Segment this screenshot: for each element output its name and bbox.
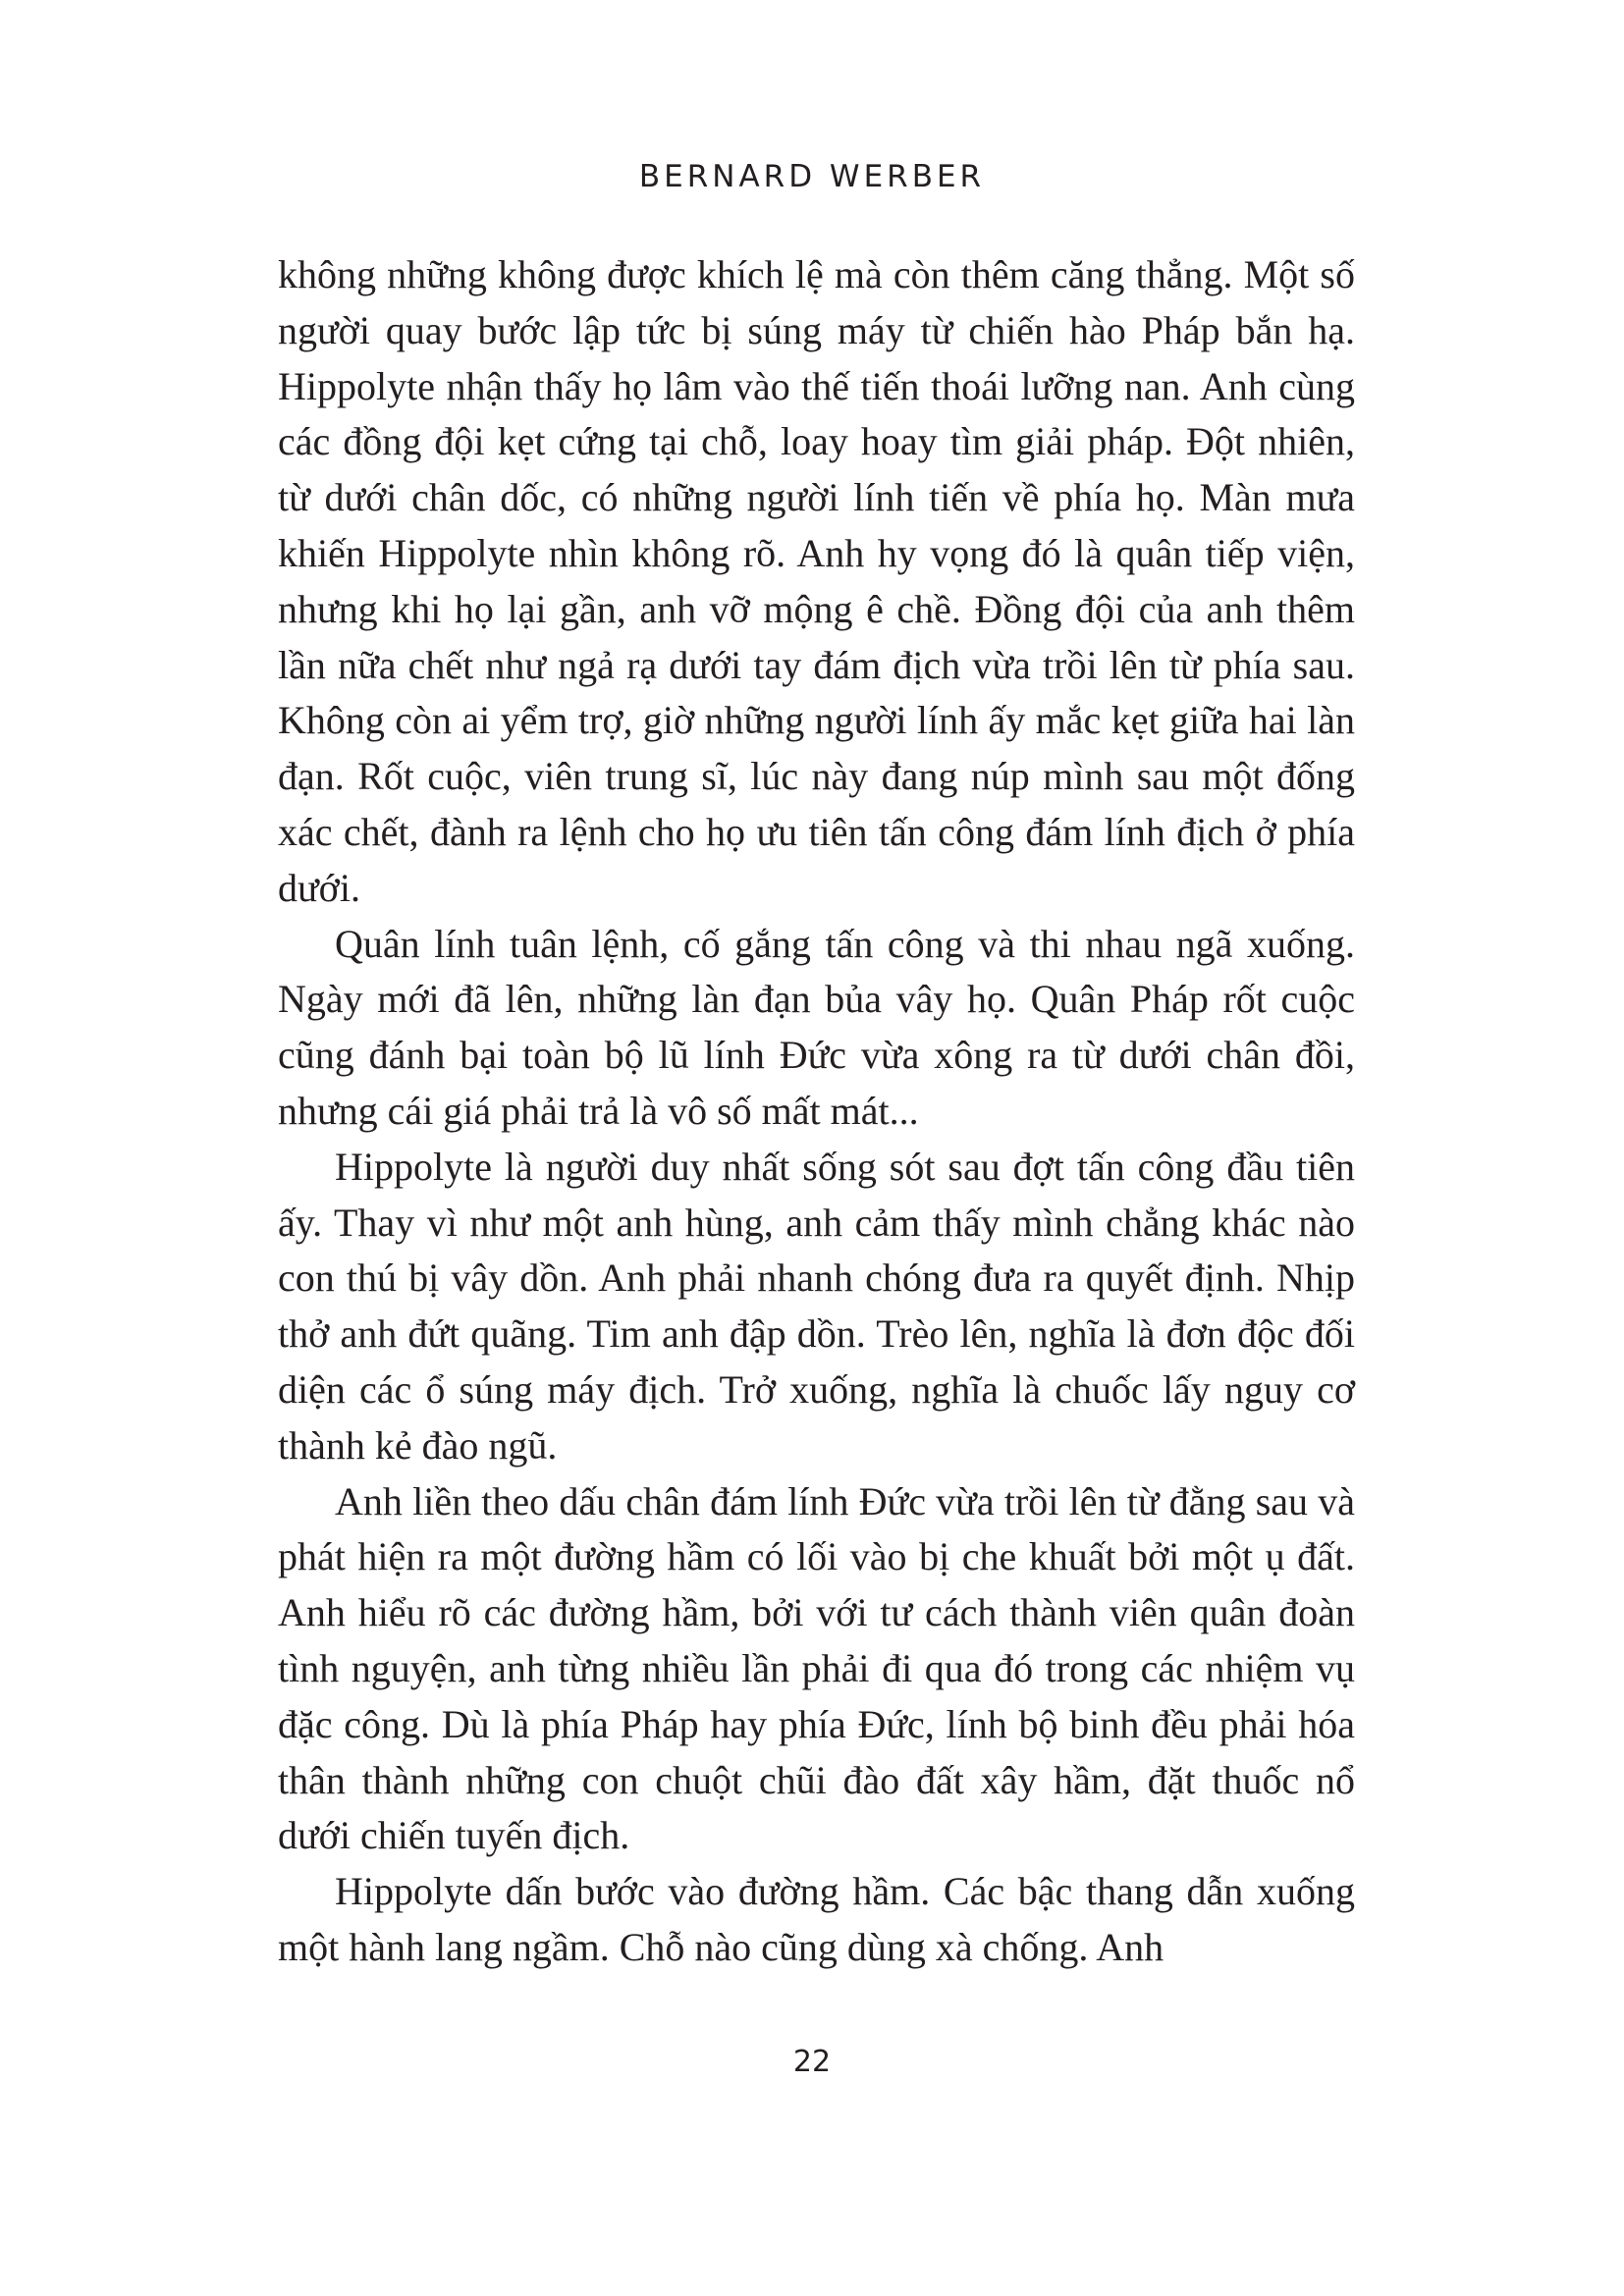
paragraph: Anh liền theo dấu chân đám lính Đức vừa trồi lên từ đằng sau và phát hiện ra một đường hầm có lối vào bị che khuất bởi một ụ đất. Anh hiểu rõ các đường hầm, bởi với tư cách thành viên quân đoàn tình nguyện, anh từng nhiều lần phải đi qua đó trong các nhiệm vụ đặc công. Dù là phía Pháp hay phía Đức, lính bộ binh đều phải hóa thân thành những con chuột chũi đào đất xây hầm, đặt thuốc nổ dưới chiến tuyến địch. [278,1478,1355,1858]
paragraph: Quân lính tuân lệnh, cố gắng tấn công và thi nhau ngã xuống. Ngày mới đã lên, những làn đạn bủa vây họ. Quân Pháp rốt cuộc cũng đánh bại toàn bộ lũ lính Đức vừa xông ra từ dưới chân đồi, nhưng cái giá phải trả là vô số mất mát... [278,921,1355,1133]
paragraph-continued: không những không được khích lệ mà còn thêm căng thẳng. Một số người quay bước lập tức bị súng máy từ chiến hào Pháp bắn hạ. Hippolyte nhận thấy họ lâm vào thế tiến thoái lưỡng nan. Anh cùng các đồng đội kẹt cứng tại chỗ, loay hoay tìm giải pháp. Đột nhiên, từ dưới chân dốc, có những người lính tiến về phía họ. Màn mưa khiến Hippolyte nhìn không rõ. Anh hy vọng đó là quân tiếp viện, nhưng khi họ lại gần, anh vỡ mộng ê chề. Đồng đội của anh thêm lần nữa chết như ngả rạ dưới tay đám địch vừa trồi lên từ phía sau. Không còn ai yểm trợ, giờ những người lính ấy mắc kẹt giữa hai làn đạn. Rốt cuộc, viên trung sĩ, lúc này đang núp mình sau một đống xác chết, đành ra lệnh cho họ ưu tiên tấn công đám lính địch ở phía dưới. [278,252,1355,910]
paragraph: Hippolyte là người duy nhất sống sót sau đợt tấn công đầu tiên ấy. Thay vì như một anh hùng, anh cảm thấy mình chẳng khác nào con thú bị vây dồn. Anh phải nhanh chóng đưa ra quyết định. Nhịp thở anh đứt quãng. Tim anh đập dồn. Trèo lên, nghĩa là đơn độc đối diện các ổ súng máy địch. Trở xuống, nghĩa là chuốc lấy nguy cơ thành kẻ đào ngũ. [278,1144,1355,1468]
paragraph: Hippolyte dấn bước vào đường hầm. Các bậc thang dẫn xuống một hành lang ngầm. Chỗ nào cũng dùng xà chống. Anh [278,1869,1355,1969]
running-header: BERNARD WERBER [638,159,986,194]
body-text [278,247,1355,1976]
page-number: 22 [792,2045,832,2079]
